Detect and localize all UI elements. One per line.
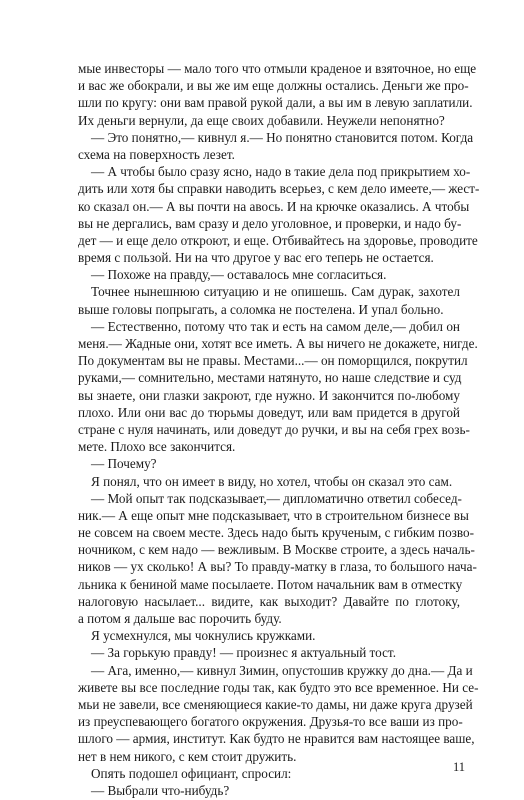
- text-line: Их деньги вернули, да еще своих добавили. Неужели непонятно?: [78, 112, 445, 128]
- text-line: дет — и еще дело откроют, и еще. Отбивайтесь на здоровье, проводите: [78, 232, 478, 248]
- text-line: плохо. Или они вас до тюрьмы доведут, или вам придется в другой: [78, 404, 460, 420]
- book-page-text: [78, 60, 480, 799]
- text-line: — Похоже на правду,— оставалось мне согласиться.: [91, 267, 387, 283]
- text-line: схема на поверхность лезет.: [78, 146, 235, 162]
- page-number: 11: [452, 760, 465, 774]
- text-line: вы не дергались, вам сразу и дело уголовное, и проверки, и надо бу-: [78, 215, 462, 231]
- text-line: выше головы попрыгать, а соломка не постелена. И упал больно.: [78, 301, 444, 317]
- text-line: — За горькую правду! — произнес я актуальный тост.: [91, 645, 396, 661]
- text-line: шлого — армия, институт. Как будто не нравится вам настоящее ваше,: [78, 731, 475, 747]
- text-line: мые инвесторы — мало того что отмыли краденое и взяточное, но еще: [78, 61, 477, 76]
- text-line: шли по кругу: они вам правой рукой дали, а вы им в левую заплатили.: [78, 95, 473, 111]
- text-line: — Почему?: [91, 456, 157, 472]
- text-line: вы знаете, они глазки закроют, где нужно. И закончится по-любому: [78, 387, 460, 403]
- text-line: мете. Плохо все закончится.: [78, 439, 236, 455]
- text-line: ник.— А еще опыт мне подсказывает, что в строительном бизнесе вы: [78, 507, 469, 523]
- text-line: живете вы все последние годы так, как будто это все временное. Ни се-: [78, 679, 479, 695]
- text-line: Опять подошел официант, спросил:: [91, 765, 292, 781]
- text-line: — А чтобы было сразу ясно, надо в такие дела под прикрытием хо-: [91, 164, 471, 180]
- text-line: меня.— Жадные они, хотят все иметь. А вы ничего не докажете, нигде.: [78, 336, 478, 351]
- text-line: — Выбрали что-нибудь?: [91, 782, 230, 798]
- text-line: ночником, с кем надо — вежливым. В Москве строите, а здесь началь-: [78, 542, 475, 558]
- text-line: налоговую насылает... видите, как выходит? Давайте по глотоку,: [78, 593, 460, 609]
- text-line: нет в нем никого, с кем стоит дружить.: [78, 748, 297, 764]
- text-line: руками,— сомнительно, местами натянуто, но наше следствие и суд: [78, 370, 462, 386]
- text-line: ников — ух сколько! А вы? То правду-матку в глаза, то большого нача-: [78, 559, 477, 575]
- text-line: дить или хотя бы справки наводить всерьез, с кем дело имеете,— жест-: [78, 181, 480, 197]
- text-line: не совсем на своем месте. Здесь надо быть крученым, с гибким позво-: [78, 525, 475, 541]
- text-line: — Это понятно,— кивнул я.— Но понятно становится потом. Когда: [91, 129, 474, 145]
- text-line: — Мой опыт так подсказывает,— дипломатично ответил собесед-: [91, 490, 462, 506]
- text-line: время с пользой. Ни на что другое у вас его теперь не остается.: [78, 250, 434, 266]
- text-line: По документам вы не правы. Местами...— он поморщился, покрутил: [78, 353, 468, 369]
- text-line: стране с нуля начинать, или доведут до ручки, и вы на себя грех возь-: [78, 421, 470, 437]
- text-line: ко сказал он.— А вы почти на авось. И на крючке оказались. А чтобы: [78, 198, 470, 214]
- text-line: из преуспевающего богатого окружения. Друзья-то все ваши из про-: [78, 714, 463, 730]
- text-line: — Естественно, потому что так и есть на самом деле,— добил он: [91, 318, 460, 334]
- text-line: Точнее нынешнюю ситуацию и не опишешь. Сам дурак, захотел: [91, 284, 460, 300]
- text-line: Я понял, что он имеет в виду, но хотел, чтобы он сказал это сам.: [91, 473, 453, 489]
- text-line: льника к бениной маме посылаете. Потом начальник вам в отместку: [78, 576, 463, 592]
- text-line: — Ага, именно,— кивнул Зимин, опустошив кружку до дна.— Да и: [91, 662, 473, 678]
- text-line: и вас же обокрали, и вы же им еще должны остались. Деньги же про-: [78, 78, 469, 94]
- text-line: а потом я дальше вас порочить буду.: [78, 611, 282, 626]
- text-line: мьи не завели, все сменяющиеся какие-то дамы, ни даже круга друзей: [78, 696, 473, 712]
- text-line: Я усмехнулся, мы чокнулись кружками.: [91, 628, 316, 644]
